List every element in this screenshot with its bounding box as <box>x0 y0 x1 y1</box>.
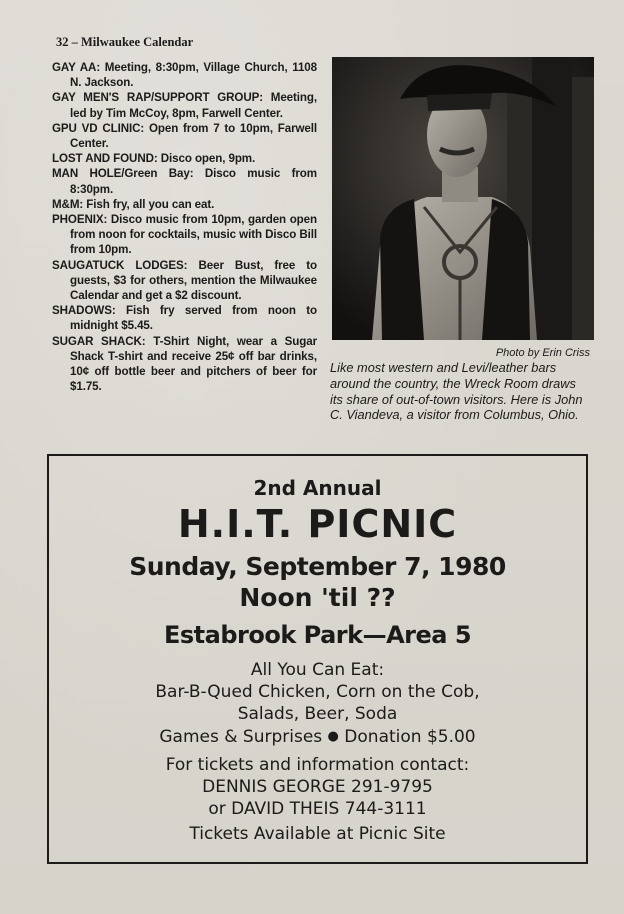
list-item: MAN HOLE/Green Bay: Disco music from 8:30pm. <box>52 167 317 196</box>
ad-location: Estabrook Park—Area 5 <box>163 621 472 649</box>
ad-contact-1: DENNIS GEORGE 291-9795 <box>202 777 433 797</box>
portrait-illustration <box>332 57 594 340</box>
list-item: GAY AA: Meeting, 8:30pm, Village Church, 1108 N. Jackson. <box>52 61 317 90</box>
photo-credit: Photo by Erin Criss <box>495 347 590 359</box>
ad-eat: All You Can Eat: <box>250 660 385 680</box>
ad-contact-heading: For tickets and information contact: <box>165 755 470 775</box>
list-item: SAUGATUCK LODGES: Beer Bust, free to guests, $3 for others, mention the Milwaukee Calendar and get a $2 discount. <box>52 258 318 303</box>
portrait-photo <box>332 57 594 340</box>
ad-menu-line-1: Bar-B-Qued Chicken, Corn on the Cob, <box>155 682 480 702</box>
ad-donation: Donation $5.00 <box>344 727 476 747</box>
ad-menu-line-2: Salads, Beer, Soda <box>237 704 398 724</box>
ad-annual: 2nd Annual <box>253 476 382 500</box>
list-item: LOST AND FOUND: Disco open, 9pm. <box>52 152 256 166</box>
ad-contact-2: or DAVID THEIS 744-3111 <box>208 799 427 819</box>
picnic-advertisement <box>47 454 588 864</box>
ad-date: Sunday, September 7, 1980 <box>129 552 506 581</box>
photo-caption: Like most western and Levi/leather bars around the country, the Wreck Room draws its share of out-of-town visitors. Here is John C. Viandeva, a visitor from Columbus, Ohio. <box>330 360 583 423</box>
list-item: GAY MEN'S RAP/SUPPORT GROUP: Meeting, led by Tim McCoy, 8pm, Farwell Center. <box>52 91 317 120</box>
list-item: M&M: Fish fry, all you can eat. <box>52 197 215 211</box>
list-item: SUGAR SHACK: T-Shirt Night, wear a Sugar Shack T-shirt and receive 25¢ off bar drinks, 10¢ off bottle beer and pitchers of beer for $1.75. <box>52 334 317 394</box>
ad-time: Noon 'til ?? <box>239 583 396 612</box>
ad-games-donation <box>49 727 586 747</box>
page-header: 32 – Milwaukee Calendar <box>56 35 194 49</box>
ad-tickets: Tickets Available at Picnic Site <box>189 824 446 844</box>
ad-title: H.I.T. PICNIC <box>177 502 458 546</box>
ad-games: Games & Surprises <box>159 727 323 747</box>
list-item: SHADOWS: Fish fry served from noon to midnight $5.45. <box>52 304 317 333</box>
listings-column <box>52 60 317 394</box>
list-item: GPU VD CLINIC: Open from 7 to 10pm, Farwell Center. <box>52 121 317 151</box>
bullet-icon: ● <box>327 729 339 744</box>
list-item: PHOENIX: Disco music from 10pm, garden open from noon for cocktails, music with Disco Bill from 10pm. <box>52 213 317 257</box>
